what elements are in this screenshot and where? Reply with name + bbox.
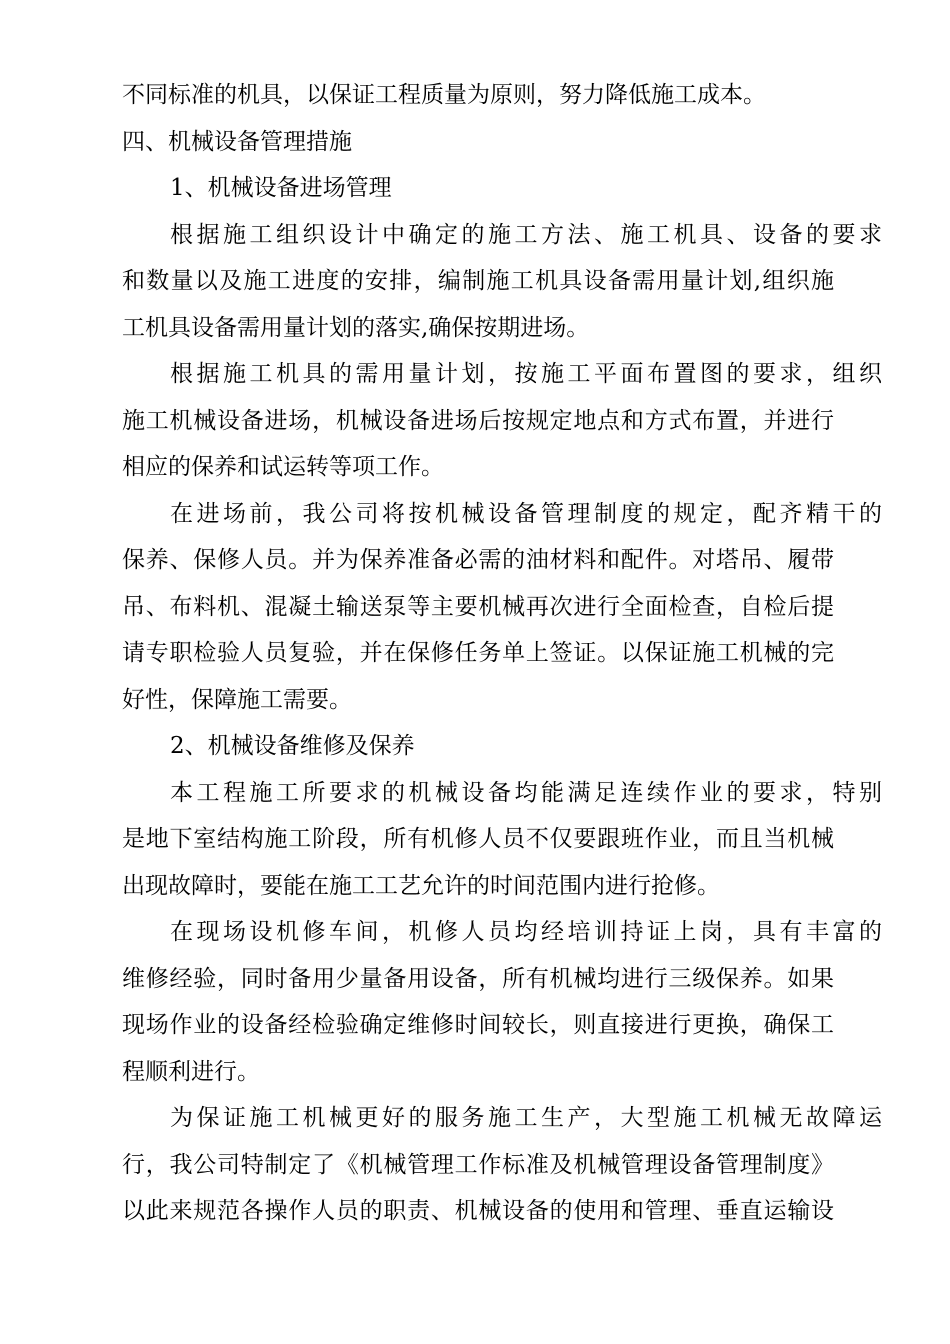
text-line: 行，我公司特制定了《机械管理工作标准及机械管理设备管理制度》 <box>122 1151 834 1178</box>
text-line: 不同标准的机具，以保证工程质量为原则，努力降低施工成本。 <box>122 82 766 108</box>
text-line: 程顺利进行。 <box>122 1058 260 1085</box>
text-line: 施工机械设备进场，机械设备进场后按规定地点和方式布置，并进行 <box>122 407 834 434</box>
text-line: 出现故障时，要能在施工工艺允许的时间范围内进行抢修。 <box>122 872 720 899</box>
text-line: 现场作业的设备经检验确定维修时间较长，则直接进行更换，确保工 <box>122 1012 834 1038</box>
text-line: 是地下室结构施工阶段，所有机修人员不仅要跟班作业，而且当机械 <box>122 826 834 852</box>
text-line: 维修经验，同时备用少量备用设备，所有机械均进行三级保养。如果 <box>122 965 834 992</box>
document-body <box>122 72 882 1235</box>
section-heading: 四、机械设备管理措施 <box>122 128 352 155</box>
text-line: 请专职检验人员复验，并在保修任务单上签证。以保证施工机械的完 <box>122 640 834 666</box>
text-line: 以此来规范各操作人员的职责、机械设备的使用和管理、垂直运输设 <box>122 1198 834 1224</box>
text-line: 本工程施工所要求的机械设备均能满足连续作业的要求，特别 <box>170 779 882 806</box>
subsection-heading: 1、机械设备进场管理 <box>170 175 392 201</box>
text-line: 相应的保养和试运转等项工作。 <box>122 454 444 480</box>
text-line: 和数量以及施工进度的安排，编制施工机具设备需用量计划,组织施 <box>122 268 834 294</box>
text-line: 根据施工组织设计中确定的施工方法、施工机具、设备的要求 <box>170 221 882 248</box>
subsection-heading: 2、机械设备维修及保养 <box>170 733 415 759</box>
text-line: 在现场设机修车间，机修人员均经培训持证上岗，具有丰富的 <box>170 919 882 945</box>
text-line: 在进场前，我公司将按机械设备管理制度的规定，配齐精干的 <box>170 500 882 527</box>
text-line: 好性，保障施工需要。 <box>122 686 352 713</box>
text-line: 吊、布料机、混凝土输送泵等主要机械再次进行全面检查，自检后提 <box>122 593 834 620</box>
text-line: 为保证施工机械更好的服务施工生产，大型施工机械无故障运 <box>170 1105 882 1131</box>
text-line: 保养、保修人员。并为保养准备必需的油材料和配件。对塔吊、履带 <box>122 547 834 573</box>
text-line: 工机具设备需用量计划的落实,确保按期进场。 <box>122 314 590 341</box>
text-line: 根据施工机具的需用量计划，按施工平面布置图的要求，组织 <box>170 361 882 387</box>
